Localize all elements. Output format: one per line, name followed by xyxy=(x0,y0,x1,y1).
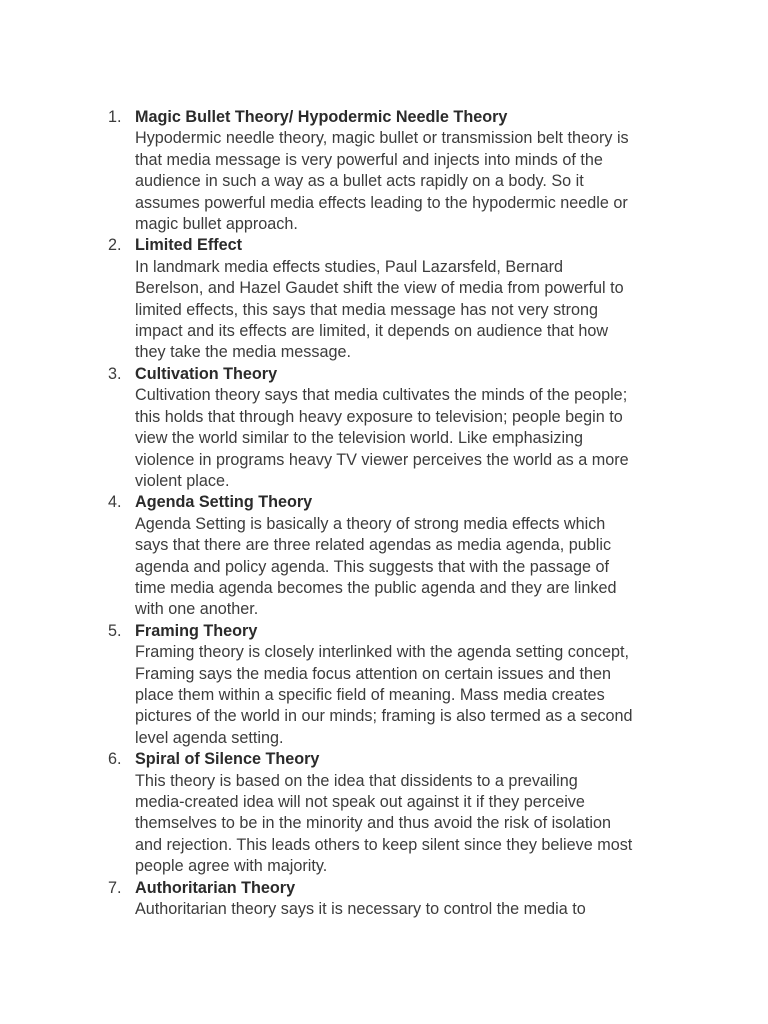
item-body xyxy=(135,514,688,621)
item-number: 2. xyxy=(108,236,122,255)
body-line: violent place. xyxy=(135,471,230,490)
body-line: this holds that through heavy exposure to television; people begin to xyxy=(135,407,623,426)
item-body xyxy=(135,642,688,749)
body-line: view the world similar to the television world. Like emphasizing xyxy=(135,429,584,448)
item-number: 4. xyxy=(108,493,122,512)
body-line: that media message is very powerful and injects into minds of the xyxy=(135,150,603,169)
body-line: Berelson, and Hazel Gaudet shift the view of media from powerful to xyxy=(135,279,624,298)
body-line: Hypodermic needle theory, magic bullet or transmission belt theory is xyxy=(135,129,629,148)
body-line: media-created idea will not speak out against it if they perceive xyxy=(135,793,585,811)
body-line: Agenda Setting is basically a theory of strong media effects which xyxy=(135,514,606,533)
theory-item xyxy=(108,749,688,877)
body-line: audience in such a way as a bullet acts rapidly on a body. So it xyxy=(135,172,584,191)
item-number: 5. xyxy=(108,621,122,640)
item-title: Spiral of Silence Theory xyxy=(135,750,320,769)
item-number: 6. xyxy=(108,750,122,769)
theory-item xyxy=(108,235,688,363)
theory-item xyxy=(108,492,688,620)
theory-list xyxy=(108,107,688,920)
body-line: says that there are three related agendas as media agenda, public xyxy=(135,536,612,555)
body-line: level agenda setting. xyxy=(135,728,284,747)
body-line: pictures of the world in our minds; framing is also termed as a second xyxy=(135,707,633,726)
theory-item xyxy=(108,621,688,749)
item-number: 3. xyxy=(108,364,122,383)
body-line: limited effects, this says that media message has not very strong xyxy=(135,300,599,319)
item-title: Agenda Setting Theory xyxy=(135,493,313,512)
body-line: Authoritarian theory says it is necessary to control the media to xyxy=(135,900,586,919)
body-line: time media agenda becomes the public agenda and they are linked xyxy=(135,578,617,597)
item-body xyxy=(135,771,688,878)
body-line: and rejection. This leads others to keep silent since they believe most xyxy=(135,835,633,854)
item-body xyxy=(135,899,688,920)
item-body xyxy=(135,128,688,235)
body-line: magic bullet approach. xyxy=(135,215,298,234)
item-title: Framing Theory xyxy=(135,621,258,640)
body-line: place them within a specific field of meaning. Mass media creates xyxy=(135,685,605,704)
theory-item xyxy=(108,364,688,492)
item-number: 7. xyxy=(108,878,122,897)
body-line: people agree with majority. xyxy=(135,857,328,876)
body-line: violence in programs heavy TV viewer perceives the world as a more xyxy=(135,450,629,469)
body-line: with one another. xyxy=(135,600,259,619)
item-body xyxy=(135,257,688,364)
item-title: Limited Effect xyxy=(135,236,243,255)
body-line: This theory is based on the idea that dissidents to a prevailing xyxy=(135,771,578,790)
body-line: they take the media message. xyxy=(135,343,351,362)
item-title: Magic Bullet Theory/ Hypodermic Needle Theory xyxy=(135,108,508,126)
item-title: Cultivation Theory xyxy=(135,364,278,383)
item-title: Authoritarian Theory xyxy=(135,878,296,897)
body-line: impact and its effects are limited, it depends on audience that how xyxy=(135,322,609,341)
body-line: assumes powerful media effects leading to the hypodermic needle or xyxy=(135,193,628,212)
body-line: In landmark media effects studies, Paul Lazarsfeld, Bernard xyxy=(135,257,563,276)
item-number: 1. xyxy=(108,108,122,126)
body-line: themselves to be in the minority and thus avoid the risk of isolation xyxy=(135,814,611,833)
body-line: Framing says the media focus attention on certain issues and then xyxy=(135,664,611,683)
body-line: Framing theory is closely interlinked with the agenda setting concept, xyxy=(135,643,629,662)
body-line: agenda and policy agenda. This suggests that with the passage of xyxy=(135,557,609,576)
item-body xyxy=(135,385,688,492)
theory-item xyxy=(108,878,688,921)
theory-item xyxy=(108,107,688,235)
body-line: Cultivation theory says that media cultivates the minds of the people; xyxy=(135,386,628,405)
